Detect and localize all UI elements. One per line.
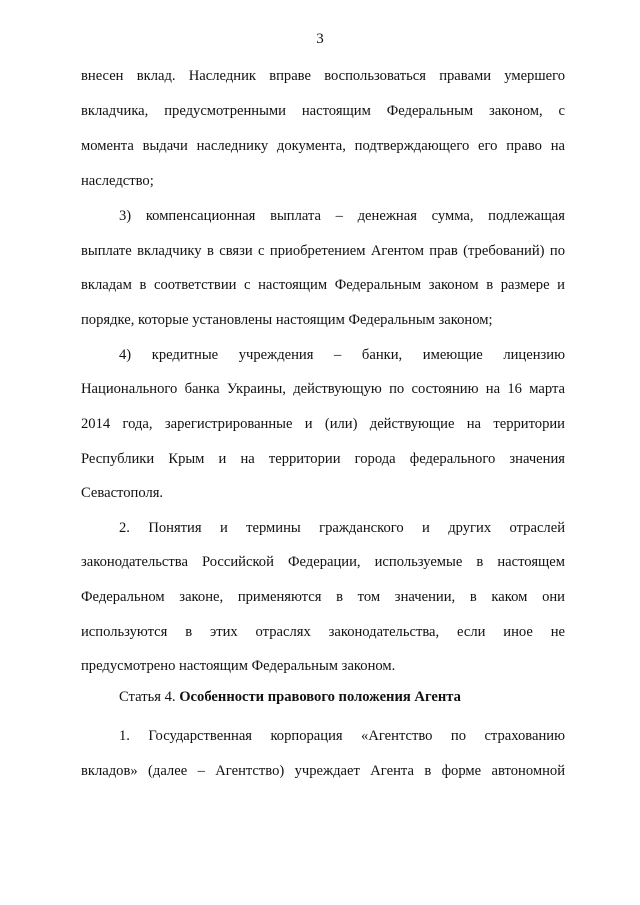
text-line: Севастополя. xyxy=(81,485,164,501)
text-line: наследство; xyxy=(81,173,154,189)
text-line: момента выдачи наследнику документа, подтверждающего его право на xyxy=(81,138,565,154)
text-line: 3) компенсационная выплата – денежная сумма, подлежащая xyxy=(119,208,565,224)
text-line: вкладов» (далее – Агентство) учреждает Агента в форме автономной xyxy=(81,763,565,779)
text-line: Республики Крым и на территории города федерального значения xyxy=(81,451,565,467)
text-line: используются в этих отраслях законодательства, если иное не xyxy=(81,624,565,640)
text-line: выплате вкладчику в связи с приобретением Агентом прав (требований) по xyxy=(81,243,565,259)
text-line: предусмотрено настоящим Федеральным законом. xyxy=(81,658,396,674)
text-line: 2014 года, зарегистрированные и (или) действующие на территории xyxy=(81,416,565,432)
text-line: внесен вклад. Наследник вправе воспользоваться правами умершего xyxy=(81,68,565,84)
article-prefix: Статья 4. xyxy=(119,689,176,705)
text-line: 1. Государственная корпорация «Агентство по страхованию xyxy=(119,728,565,744)
text-line: законодательства Российской Федерации, используемые в настоящем xyxy=(81,554,565,570)
text-line: 4) кредитные учреждения – банки, имеющие лицензию xyxy=(119,347,565,363)
text-line: Федеральном законе, применяются в том значении, в каком они xyxy=(81,589,565,605)
text-line: вкладам в соответствии с настоящим Федеральным законом в размере и xyxy=(81,277,565,293)
article-heading xyxy=(119,688,461,706)
text-line: вкладчика, предусмотренными настоящим Федеральным законом, с xyxy=(81,103,565,119)
text-line: 2. Понятия и термины гражданского и других отраслей xyxy=(119,520,565,536)
article-title: Особенности правового положения Агента xyxy=(179,689,461,705)
page-number: 3 xyxy=(316,31,324,47)
text-line: порядке, которые установлены настоящим Федеральным законом; xyxy=(81,312,493,328)
text-line: Национального банка Украины, действующую по состоянию на 16 марта xyxy=(81,381,565,397)
